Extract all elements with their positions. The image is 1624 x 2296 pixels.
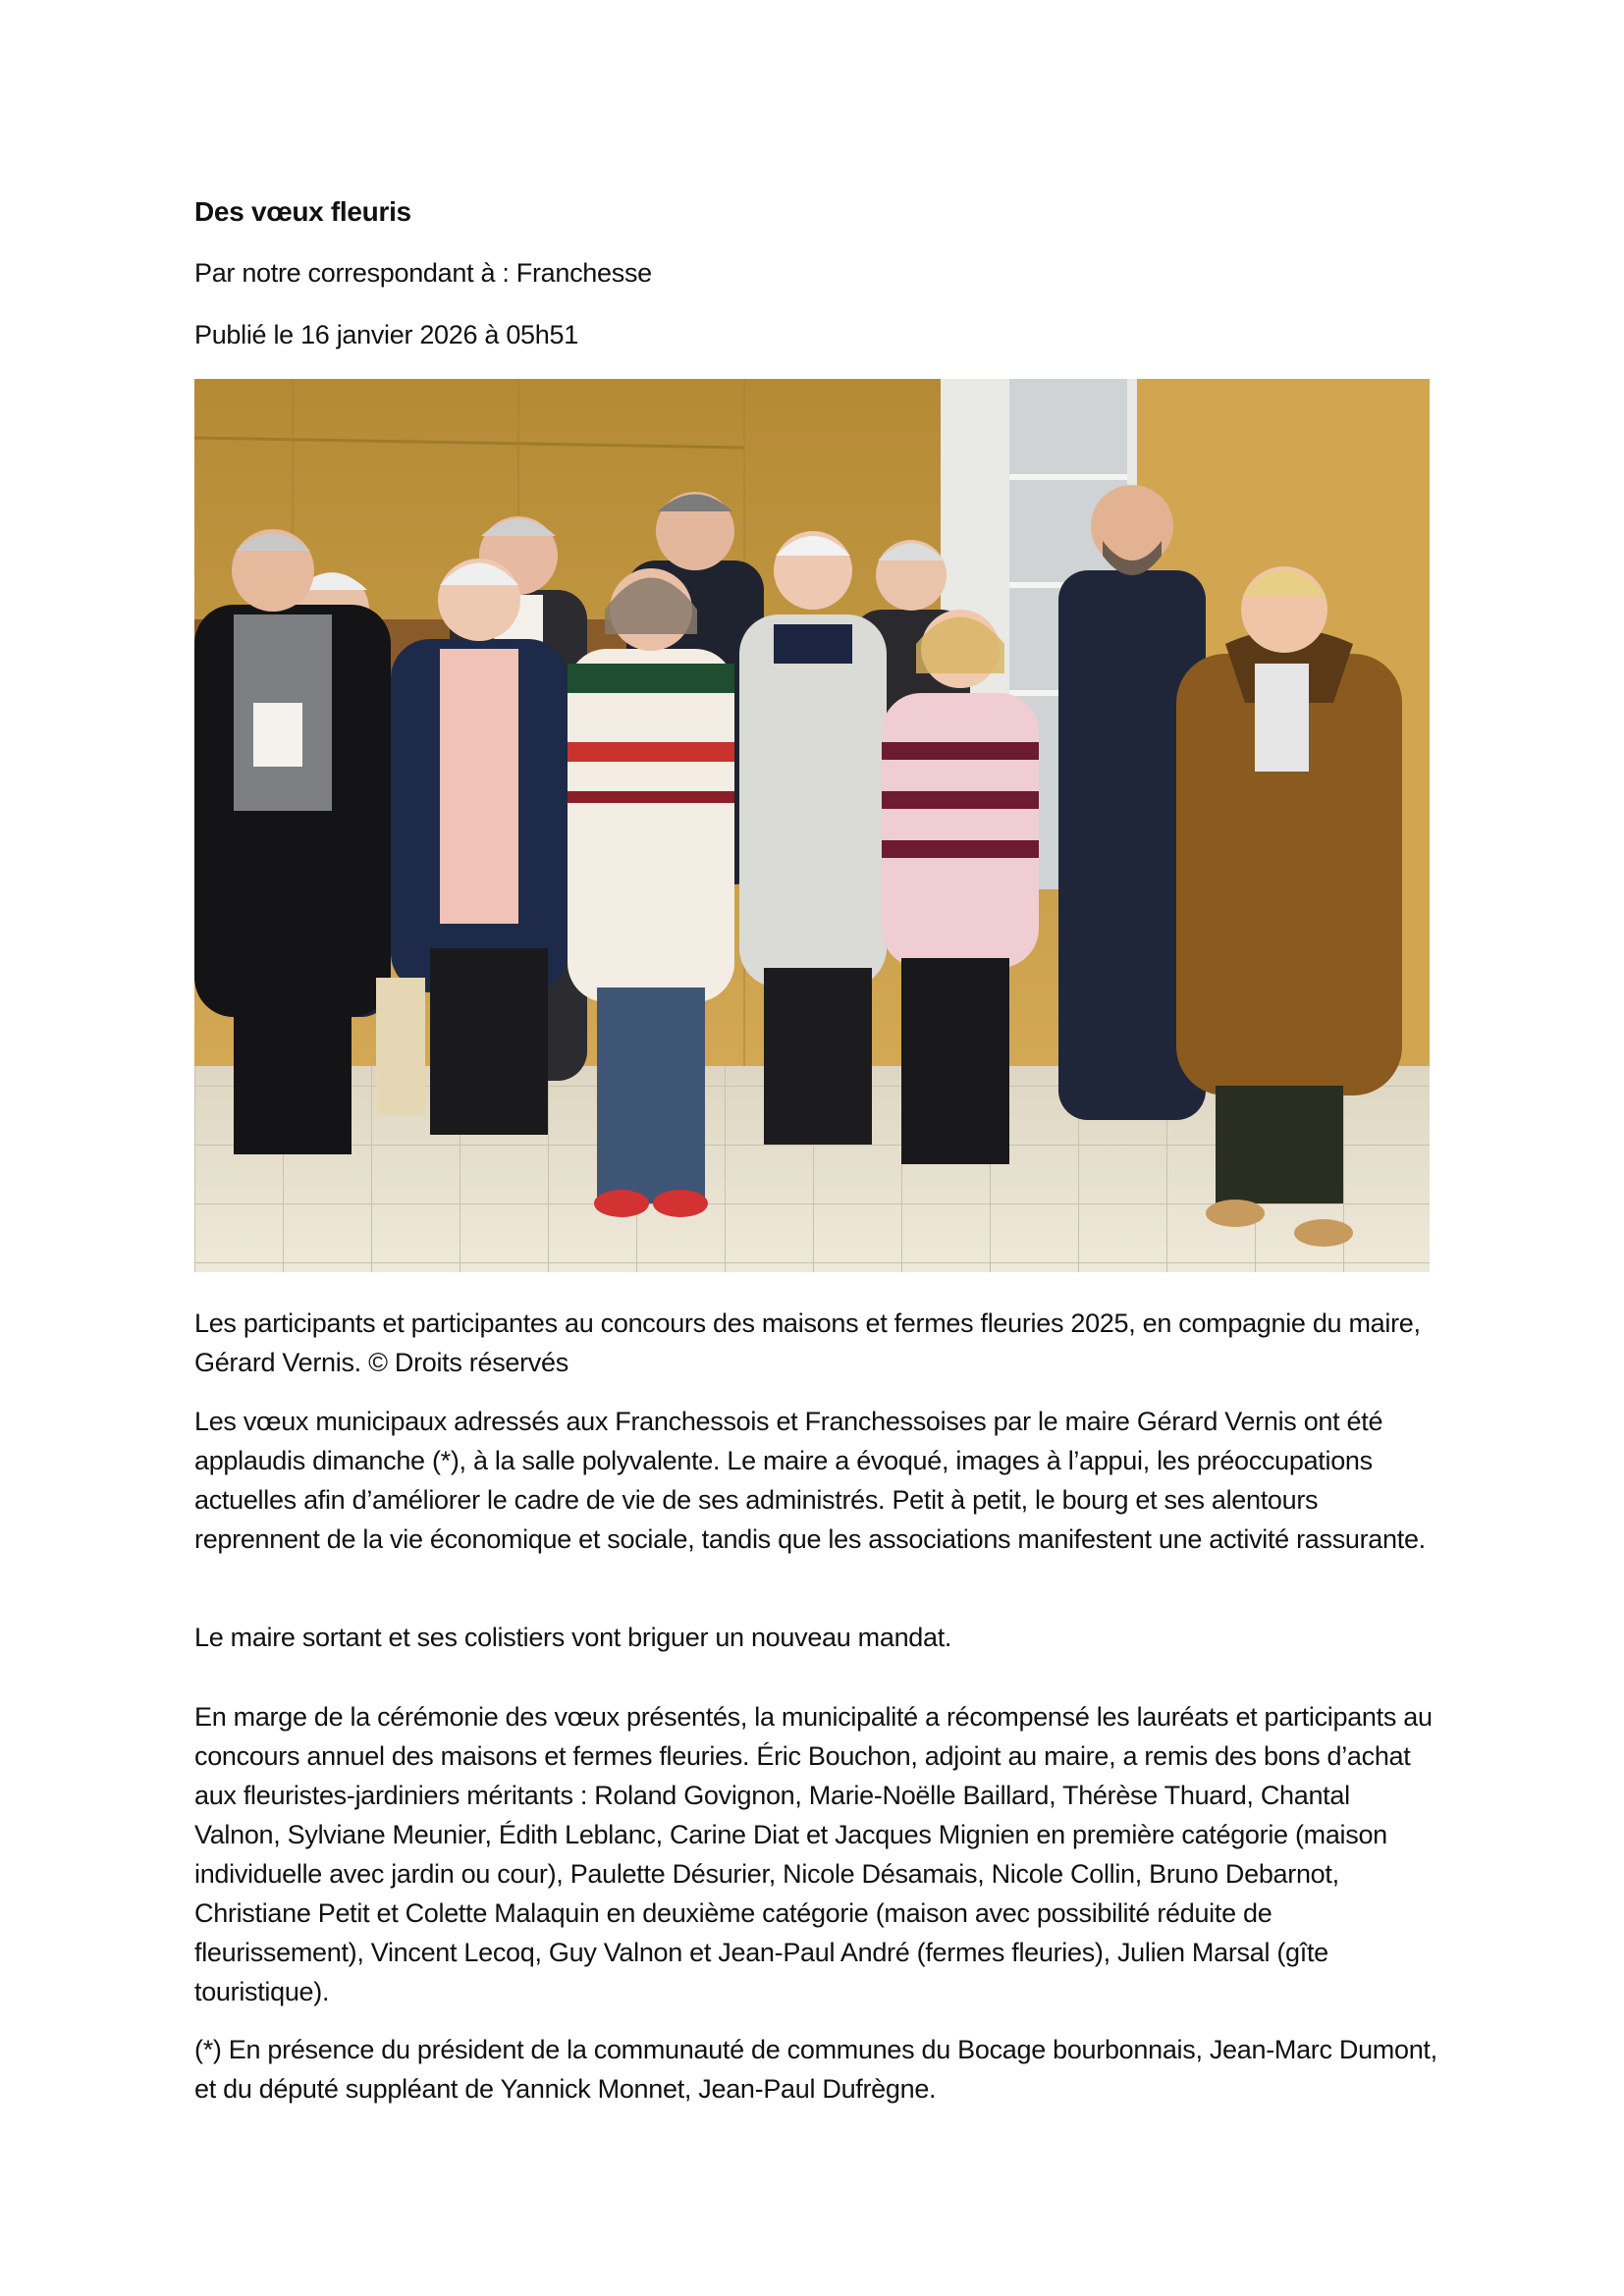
photo-caption: Les participants et participantes au concours des maisons et fermes fleuries 2025, en compagnie du maire, Gérard Vernis. © Droits réservés: [194, 1308, 1421, 1377]
article-byline: Par notre correspondant à : Franchesse: [194, 258, 652, 288]
publication-date: Publié le 16 janvier 2026 à 05h51: [194, 320, 578, 349]
article-paragraph: Les vœux municipaux adressés aux Franchessois et Franchessoises par le maire Gérard Vernis ont été applaudis dimanche (*), à la salle polyvalente. Le maire a évoqué, images à l’appui, les préoccupations actuelles afin d’améliorer le cadre de vie de ses administrés. Petit à petit, le bourg et ses alentours reprennent de la vie économique et sociale, tandis que les associations manifestent une activité rassurante.: [194, 1407, 1426, 1554]
article-paragraph: Le maire sortant et ses colistiers vont briguer un nouveau mandat.: [194, 1623, 952, 1652]
article-title: Des vœux fleuris: [194, 196, 411, 227]
group-photo: [194, 379, 1430, 1272]
article-footnote: (*) En présence du président de la communauté de communes du Bocage bourbonnais, Jean-Marc Dumont, et du député suppléant de Yannick Monnet, Jean-Paul Dufrègne.: [194, 2035, 1437, 2104]
article-paragraph: En marge de la cérémonie des vœux présentés, la municipalité a récompensé les lauréats et participants au concours annuel des maisons et fermes fleuries. Éric Bouchon, adjoint au maire, a remis des bons d’achat aux fleuristes-jardiniers méritants : Roland Govignon, Marie-Noëlle Baillard, Thérèse Thuard, Chantal Valnon, Sylviane Meunier, Édith Leblanc, Carine Diat et Jacques Mignien en première catégorie (maison individuelle avec jardin ou cour), Paulette Désurier, Nicole Désamais, Nicole Collin, Bruno Debarnot, Christiane Petit et Colette Malaquin en deuxième catégorie (maison avec possibilité réduite de fleurissement), Vincent Lecoq, Guy Valnon et Jean-Paul André (fermes fleuries), Julien Marsal (gîte touristique).: [194, 1702, 1433, 2006]
group-photo-illustration: [194, 379, 1430, 1272]
